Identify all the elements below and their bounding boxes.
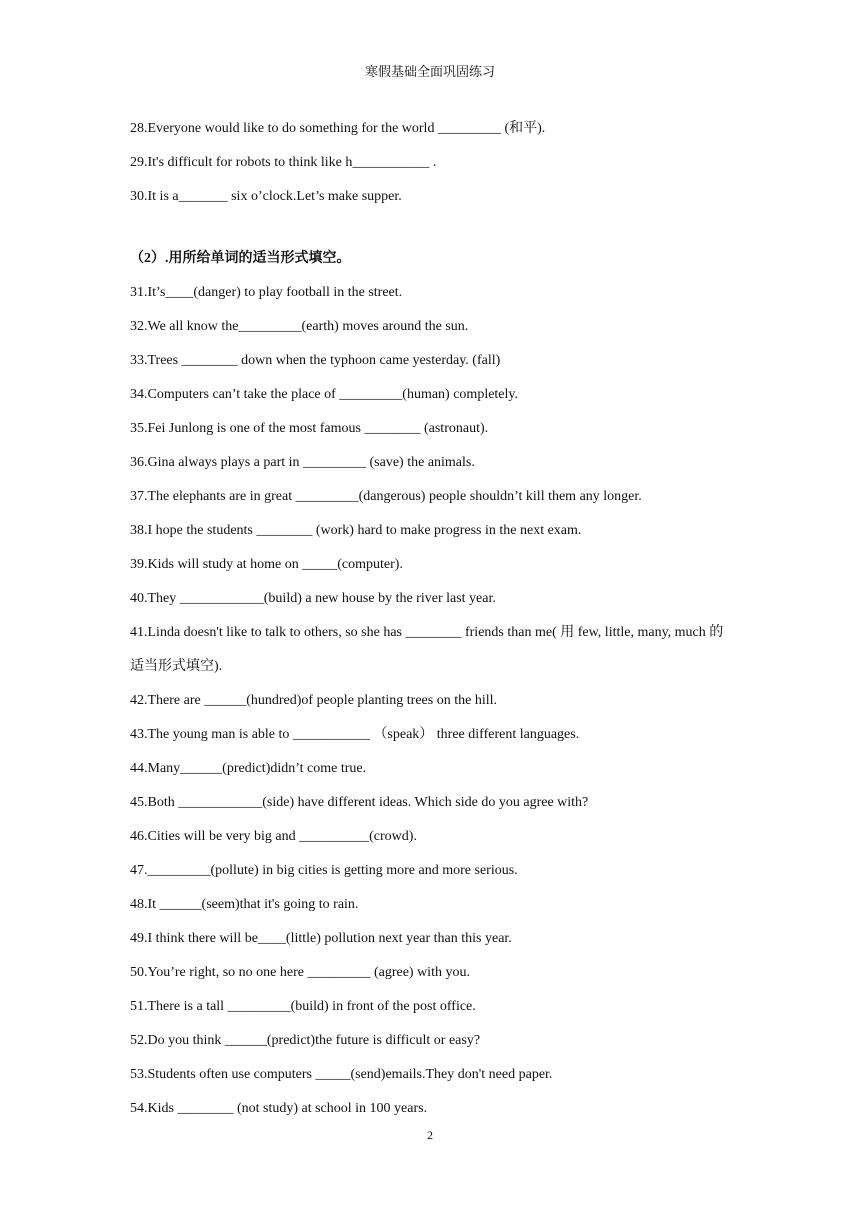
question-36: 36.Gina always plays a part in _________ (save) the animals. (130, 455, 475, 470)
question-31: 31.It’s____(danger) to play football in the street. (130, 285, 403, 300)
question-44: 44.Many______(predict)didn’t come true. (130, 761, 367, 776)
question-51: 51.There is a tall _________(build) in front of the post office. (130, 999, 476, 1014)
question-32: 32.We all know the_________(earth) moves around the sun. (130, 319, 469, 334)
question-38: 38.I hope the students ________ (work) hard to make progress in the next exam. (130, 523, 582, 538)
question-34: 34.Computers can’t take the place of _________(human) completely. (130, 387, 519, 402)
question-53: 53.Students often use computers _____(send)emails.They don't need paper. (130, 1067, 553, 1082)
question-29: 29.It's difficult for robots to think like h___________ . (130, 155, 437, 170)
question-49: 49.I think there will be____(little) pollution next year than this year. (130, 931, 512, 946)
question-30: 30.It is a_______ six o’clock.Let’s make supper. (130, 189, 402, 204)
question-45: 45.Both ____________(side) have different ideas. Which side do you agree with? (130, 795, 589, 810)
question-52: 52.Do you think ______(predict)the future is difficult or easy? (130, 1033, 481, 1048)
question-50: 50.You’re right, so no one here _________ (agree) with you. (130, 965, 470, 980)
question-37: 37.The elephants are in great _________(dangerous) people shouldn’t kill them any longer. (130, 489, 642, 504)
question-28: 28.Everyone would like to do something for the world _________ (和平). (130, 121, 546, 136)
page-header: 寒假基础全面巩固练习 (364, 64, 495, 79)
question-43: 43.The young man is able to ___________ （speak） three different languages. (130, 727, 580, 742)
question-54: 54.Kids ________ (not study) at school in 100 years. (130, 1101, 428, 1116)
question-33: 33.Trees ________ down when the typhoon came yesterday. (fall) (130, 353, 501, 368)
exercise-content (130, 112, 730, 1126)
question-41: 41.Linda doesn't like to talk to others, so she has ________ friends than me( 用 few, little, many, much 的适当形式填空). (130, 625, 724, 674)
page-number: 2 (427, 1128, 433, 1142)
section-spacer (130, 214, 730, 242)
question-40: 40.They ____________(build) a new house by the river last year. (130, 591, 496, 606)
question-35: 35.Fei Junlong is one of the most famous ________ (astronaut). (130, 421, 489, 436)
question-39: 39.Kids will study at home on _____(computer). (130, 557, 403, 572)
question-42: 42.There are ______(hundred)of people planting trees on the hill. (130, 693, 497, 708)
question-47: 47._________(pollute) in big cities is getting more and more serious. (130, 863, 518, 878)
question-46: 46.Cities will be very big and __________(crowd). (130, 829, 417, 844)
question-48: 48.It ______(seem)that it's going to rain. (130, 897, 359, 912)
section-2-title: （2）.用所给单词的适当形式填空。 (130, 251, 351, 266)
